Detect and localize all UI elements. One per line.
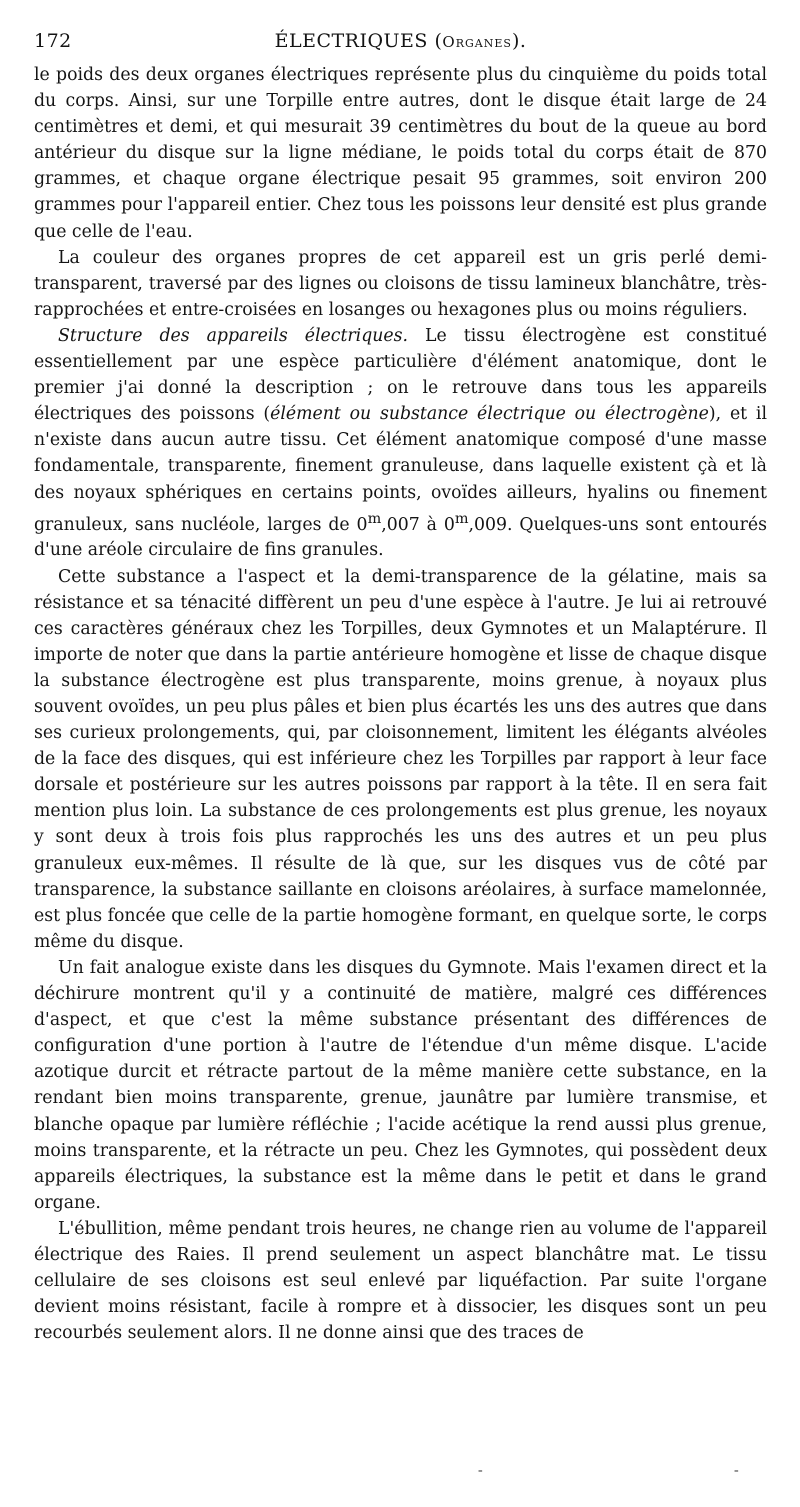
running-title-open-paren: (: [434, 30, 443, 52]
running-title-main: ÉLECTRIQUES: [274, 30, 428, 52]
paragraph-1: le poids des deux organes électriques représente plus du cinquième du poids total du corps. Ainsi, sur une Torpille entre autres, dont le disque était large de 24 centimètres et demi, et qui mesurait 39 centimètres du bout de la queue au bord antérieur du disque sur la ligne médiane, le poids total du corps était de 870 grammes, et chaque organe électrique pesait 95 grammes, soit environ 200 grammes pour l'appareil entier. Chez tous les poissons leur densité est plus grande que celle de l'eau.: [34, 65, 767, 242]
page-number: 172: [34, 30, 72, 52]
unit-superscript-1: m: [367, 510, 382, 527]
running-title-sub: Organes: [442, 33, 512, 51]
footer-mark-right: -: [734, 1463, 739, 1478]
paragraph-6: L'ébullition, même pendant trois heures, ne change rien au volume de l'appareil électrique des Raies. Il prend seulement un aspect blanchâtre mat. Le tissu cellulaire de ses cloisons est seul enlevé par liquéfaction. Par suite l'organe devient moins résistant, facile à rompre et à dissocier, les disques sont un peu recourbés seulement alors. Il ne donne ainsi que des traces de: [34, 1218, 767, 1344]
running-title: [34, 30, 767, 52]
footer-marks: [0, 1463, 800, 1483]
paragraph-3-text-b: ), et il n'existe dans aucun autre tissu. Cet élément anatomique composé d'une masse fondamentale, transparente, finement granuleuse, dans laquelle existent çà et là des noyaux sphériques en certains points, ovoïdes ailleurs, hyalins ou finement granuleux, sans nucléole, larges de 0: [34, 404, 767, 535]
paragraph-2: La couleur des organes propres de cet appareil est un gris perlé demi-transparent, traversé par des lignes ou cloisons de tissu lamineux blanchâtre, très-rapprochées et entre-croisées en losanges ou hexagones plus ou moins réguliers.: [34, 247, 767, 320]
paragraph-3: [34, 323, 767, 564]
document-page: [34, 30, 767, 1346]
section-heading: Structure des appareils électriques.: [58, 325, 408, 346]
paragraph-3-italic-term: élément ou substance électrique ou électrogène: [270, 404, 709, 425]
running-title-close-paren: ).: [511, 30, 527, 52]
paragraph-3-text-d: ,009. Quelques-uns sont entourés d'une aréole circulaire de fins granules.: [34, 514, 767, 561]
paragraph-3-text-c: ,007 à 0: [381, 514, 455, 535]
paragraph-5: Un fait analogue existe dans les disques du Gymnote. Mais l'examen direct et la déchirure montrent qu'il y a continuité de matière, malgré ces différences d'aspect, et que c'est la même substance présentant des différences de configuration d'une portion à l'autre de l'étendue d'un même disque. L'acide azotique durcit et rétracte partout de la même manière cette substance, en la rendant bien moins transparente, grenue, jaunâtre par lumière transmise, et blanche opaque par lumière réfléchie ; l'acide acétique la rend aussi plus grenue, moins transparente, et la rétracte un peu. Chez les Gymnotes, qui possèdent deux appareils électriques, la substance est la même dans le petit et dans le grand organe.: [34, 957, 767, 1213]
paragraph-4: Cette substance a l'aspect et la demi-transparence de la gélatine, mais sa résistance et sa ténacité diffèrent un peu d'une espèce à l'autre. Je lui ai retrouvé ces caractères généraux chez les Torpilles, deux Gymnotes et un Malaptérure. Il importe de noter que dans la partie antérieure homogène et lisse de chaque disque la substance électrogène est plus transparente, moins grenue, à noyaux plus souvent ovoïdes, un peu plus pâles et bien plus écartés les uns des autres que dans ses curieux prolongements, qui, par cloisonnement, limitent les élégants alvéoles de la face des disques, qui est inférieure chez les Torpilles par rapport à leur face dorsale et postérieure sur les autres poissons par rapport à la tête. Il en sera fait mention plus loin. La substance de ces prolongements est plus grenue, les noyaux y sont deux à trois fois plus rapprochés les uns des autres et un peu plus granuleux eux-mêmes. Il résulte de là que, sur les disques vus de côté par transparence, la substance saillante en cloisons aréolaires, à surface mamelonnée, est plus foncée que celle de la partie homogène formant, en quelque sorte, le corps même du disque.: [34, 566, 767, 952]
unit-superscript-2: m: [454, 510, 469, 527]
paragraph-3-text-a: Le tissu électrogène est constitué essentiellement par une espèce particulière d'élément anatomique, dont le premier j'ai donné la description ; on le retrouve dans tous les appareils électriques des poissons (: [34, 325, 767, 425]
footer-mark-left: -: [478, 1463, 483, 1478]
body-text: [34, 62, 767, 1346]
page-header: [34, 30, 767, 62]
